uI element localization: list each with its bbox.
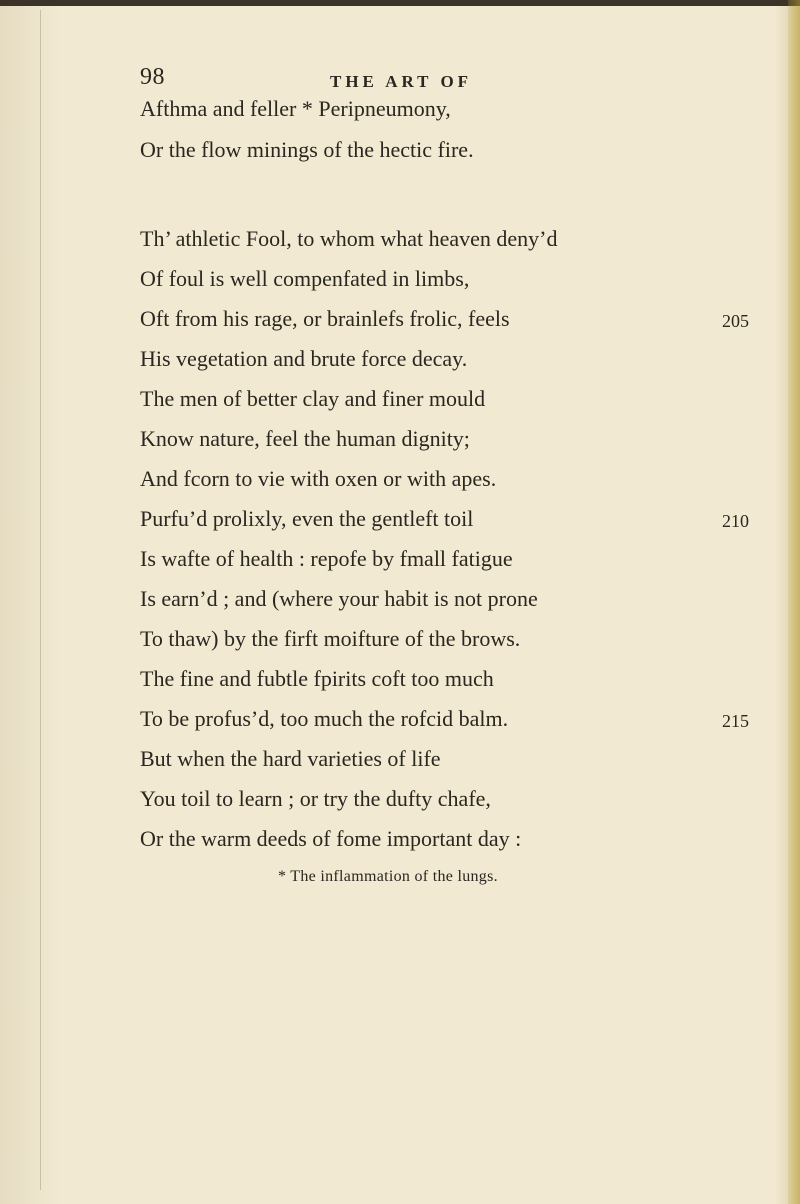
verse-line: Afthma and feller * Peripneumony, bbox=[140, 96, 451, 121]
footnote: * The inflammation of the lungs. bbox=[278, 868, 498, 885]
verse-line: The fine and fubtle fpirits coft too much bbox=[140, 666, 494, 691]
line-number: 205 bbox=[722, 311, 749, 331]
running-head: THE ART OF bbox=[330, 72, 473, 91]
verse-line: His vegetation and brute force decay. bbox=[140, 346, 468, 371]
verse-line: Oft from his rage, or brainlefs frolic, feels bbox=[140, 306, 510, 331]
verse-line: The men of better clay and finer mould bbox=[140, 386, 486, 411]
verse-line: Th’ athletic Fool, to whom what heaven deny’d bbox=[140, 226, 558, 251]
verse-line: Or the flow minings of the hectic fire. bbox=[140, 137, 474, 162]
verse-line: You toil to learn ; or try the dufty chafe, bbox=[140, 786, 491, 811]
verse-line: And fcorn to vie with oxen or with apes. bbox=[140, 466, 497, 491]
top-rule bbox=[0, 0, 800, 6]
verse-line: But when the hard varieties of life bbox=[140, 746, 441, 771]
verse-line: To be profus’d, too much the rofcid balm. bbox=[140, 706, 509, 731]
verse-line: Of foul is well compenfated in limbs, bbox=[140, 266, 470, 291]
page-gutter-line bbox=[40, 10, 41, 1190]
page-number: 98 bbox=[140, 64, 165, 90]
verse-line: To thaw) by the firft moifture of the brows. bbox=[140, 626, 521, 651]
page-edge bbox=[788, 0, 800, 1204]
verse-line: Is wafte of health : repofe by fmall fatigue bbox=[140, 546, 513, 571]
verse-line: Know nature, feel the human dignity; bbox=[140, 426, 470, 451]
line-number: 210 bbox=[722, 511, 749, 531]
verse-line: Is earn’d ; and (where your habit is not prone bbox=[140, 586, 538, 611]
verse-line: Purfu’d prolixly, even the gentleft toil bbox=[140, 506, 474, 531]
verse-line: Or the warm deeds of fome important day : bbox=[140, 826, 522, 851]
line-number: 215 bbox=[722, 711, 749, 731]
